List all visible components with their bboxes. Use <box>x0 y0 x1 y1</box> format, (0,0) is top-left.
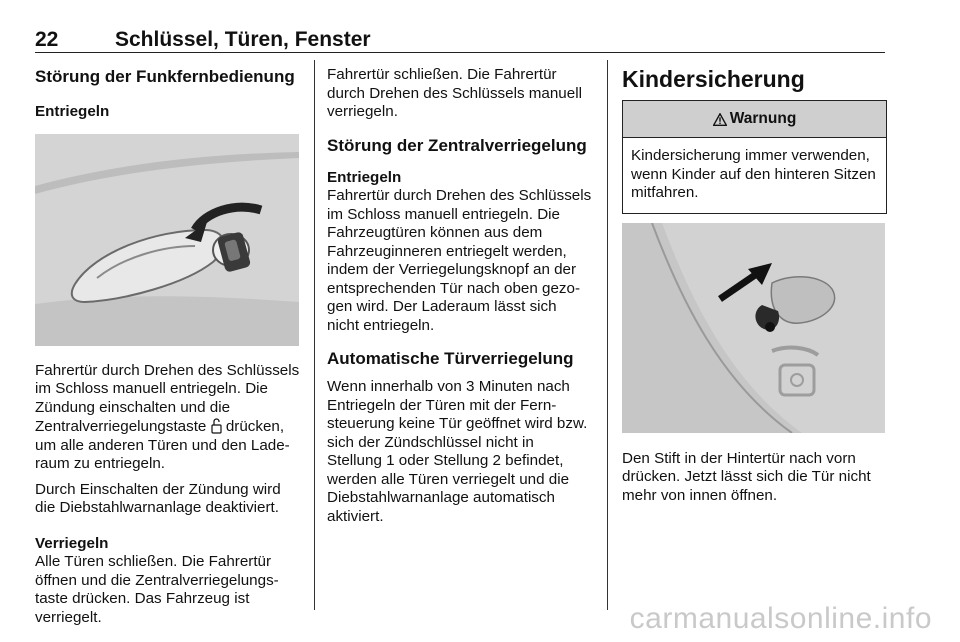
warning-box <box>622 100 887 214</box>
paragraph-child-lock: Den Stift in der Hintertür nach vorn drücken. Jetzt lässt sich die Tür nicht mehr von innen öffnen. <box>622 449 871 504</box>
column-1 <box>35 60 300 627</box>
warning-text: Kindersicherung immer verwenden, wenn Kinder auf den hinteren Sitzen mitfahren. <box>631 147 876 201</box>
column-3 <box>622 60 887 505</box>
paragraph-continued: Fahrertür schließen. Die Fahrertür durch Drehen des Schlüssels manuell verriegeln. <box>327 66 582 120</box>
child-lock-drawing <box>622 223 885 433</box>
door-handle-illustration <box>35 134 299 346</box>
paragraph-unlock: Fahrertür durch Drehen des Schlüssels im Schloss manuell entriegeln. Die Zündung einschalten und die Zentralverriegelungstaste drücken, um alle anderen Türen und den Laderaum zu entriegeln. <box>35 361 300 472</box>
column-2 <box>327 60 592 526</box>
page-title: Schlüssel, Türen, Fenster <box>115 28 371 51</box>
watermark: carmanualsonline.info <box>629 602 932 635</box>
subheading-unlock-2: Entriegeln <box>327 168 402 186</box>
child-lock-illustration <box>622 223 885 433</box>
door-handle-drawing <box>35 134 299 346</box>
subheading-lock: Verriegeln <box>35 534 109 552</box>
paragraph-auto-lock: Wenn innerhalb von 3 Minuten nach Entriegeln der Türen mit der Fernsteuerung keine Tür geöffnet wird bzw. sich der Zündschlüssel nicht in Stellung 1 oder Stellung 2 befindet, werden alle Türen verriegelt und die Diebstahlwarnanlage automatisch aktiviert. <box>327 378 588 525</box>
warning-header <box>623 101 886 138</box>
section-heading-central-lock: Störung der Zentralverriegelung <box>327 135 587 155</box>
section-heading-child-lock: Kindersicherung <box>622 66 805 92</box>
column-divider-1 <box>314 60 315 610</box>
subheading-unlock: Entriegeln <box>35 103 110 120</box>
section-heading-auto-lock: Automatische Türverriegelung <box>327 349 574 368</box>
unlock-icon <box>211 417 222 434</box>
paragraph-central-unlock: Fahrertür durch Drehen des Schlüssels im Schloss manuell entriegeln. Die Fahrzeugtüren können aus dem Fahrzeuginneren entriegelt werden, indem der Verriegelungsknopf an der entsprechenden Tür nach oben gezogen wird. Der Laderaum lässt sich nicht entriegeln. <box>327 187 592 334</box>
column-divider-2 <box>607 60 608 610</box>
paragraph-lock: Alle Türen schließen. Die Fahrertür öffnen und die Zentralverriegelungstaste drücken. Das Fahrzeug ist verriegelt. <box>35 553 279 626</box>
page-header <box>35 28 885 52</box>
warning-triangle-icon <box>713 113 727 126</box>
header-rule <box>35 52 885 53</box>
page-number: 22 <box>35 28 59 51</box>
section-heading-remote-failure: Störung der Funkfernbedienung <box>35 67 295 86</box>
warning-title: Warnung <box>729 109 797 127</box>
paragraph-ignition: Durch Einschalten der Zündung wird die Diebstahlwarnanlage deaktiviert. <box>35 480 281 516</box>
